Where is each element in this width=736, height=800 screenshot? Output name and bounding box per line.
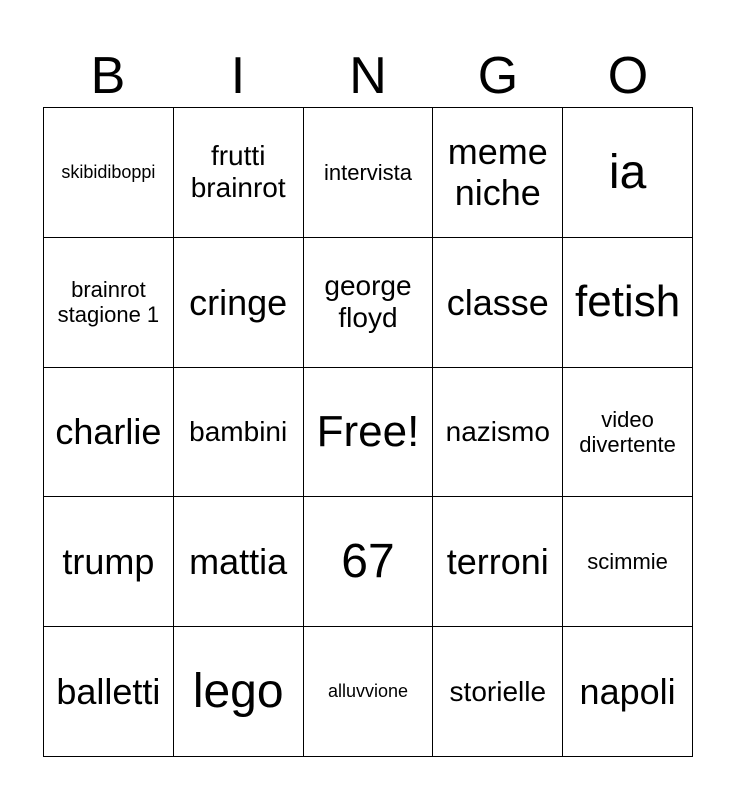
bingo-cell[interactable]: mattia [174,497,304,627]
free-space-cell[interactable]: Free! [304,368,434,498]
bingo-cell[interactable]: storielle [433,627,563,757]
bingo-cell[interactable]: 67 [304,497,434,627]
bingo-grid [43,107,693,757]
bingo-cell[interactable]: skibidiboppi [44,108,174,238]
bingo-cell[interactable]: ia [563,108,693,238]
bingo-cell[interactable]: trump [44,497,174,627]
bingo-cell[interactable]: charlie [44,368,174,498]
bingo-cell[interactable]: terroni [433,497,563,627]
bingo-cell[interactable]: video divertente [563,368,693,498]
bingo-cell[interactable]: frutti brainrot [174,108,304,238]
header-letter-b: B [90,47,126,105]
bingo-cell[interactable]: brainrot stagione 1 [44,238,174,368]
bingo-cell[interactable]: balletti [44,627,174,757]
bingo-cell[interactable]: george floyd [304,238,434,368]
bingo-cell[interactable]: nazismo [433,368,563,498]
bingo-cell[interactable]: cringe [174,238,304,368]
header-letter-n: N [349,47,387,105]
header-letter-o: O [607,47,649,105]
bingo-cell[interactable]: lego [174,627,304,757]
bingo-cell[interactable]: fetish [563,238,693,368]
bingo-cell[interactable]: bambini [174,368,304,498]
bingo-header [43,46,693,106]
header-letter-g: G [477,47,519,105]
bingo-cell[interactable]: meme niche [433,108,563,238]
bingo-cell[interactable]: scimmie [563,497,693,627]
header-letter-i: I [230,47,246,105]
bingo-cell[interactable]: napoli [563,627,693,757]
bingo-cell[interactable]: intervista [304,108,434,238]
bingo-cell[interactable]: alluvvione [304,627,434,757]
bingo-cell[interactable]: classe [433,238,563,368]
